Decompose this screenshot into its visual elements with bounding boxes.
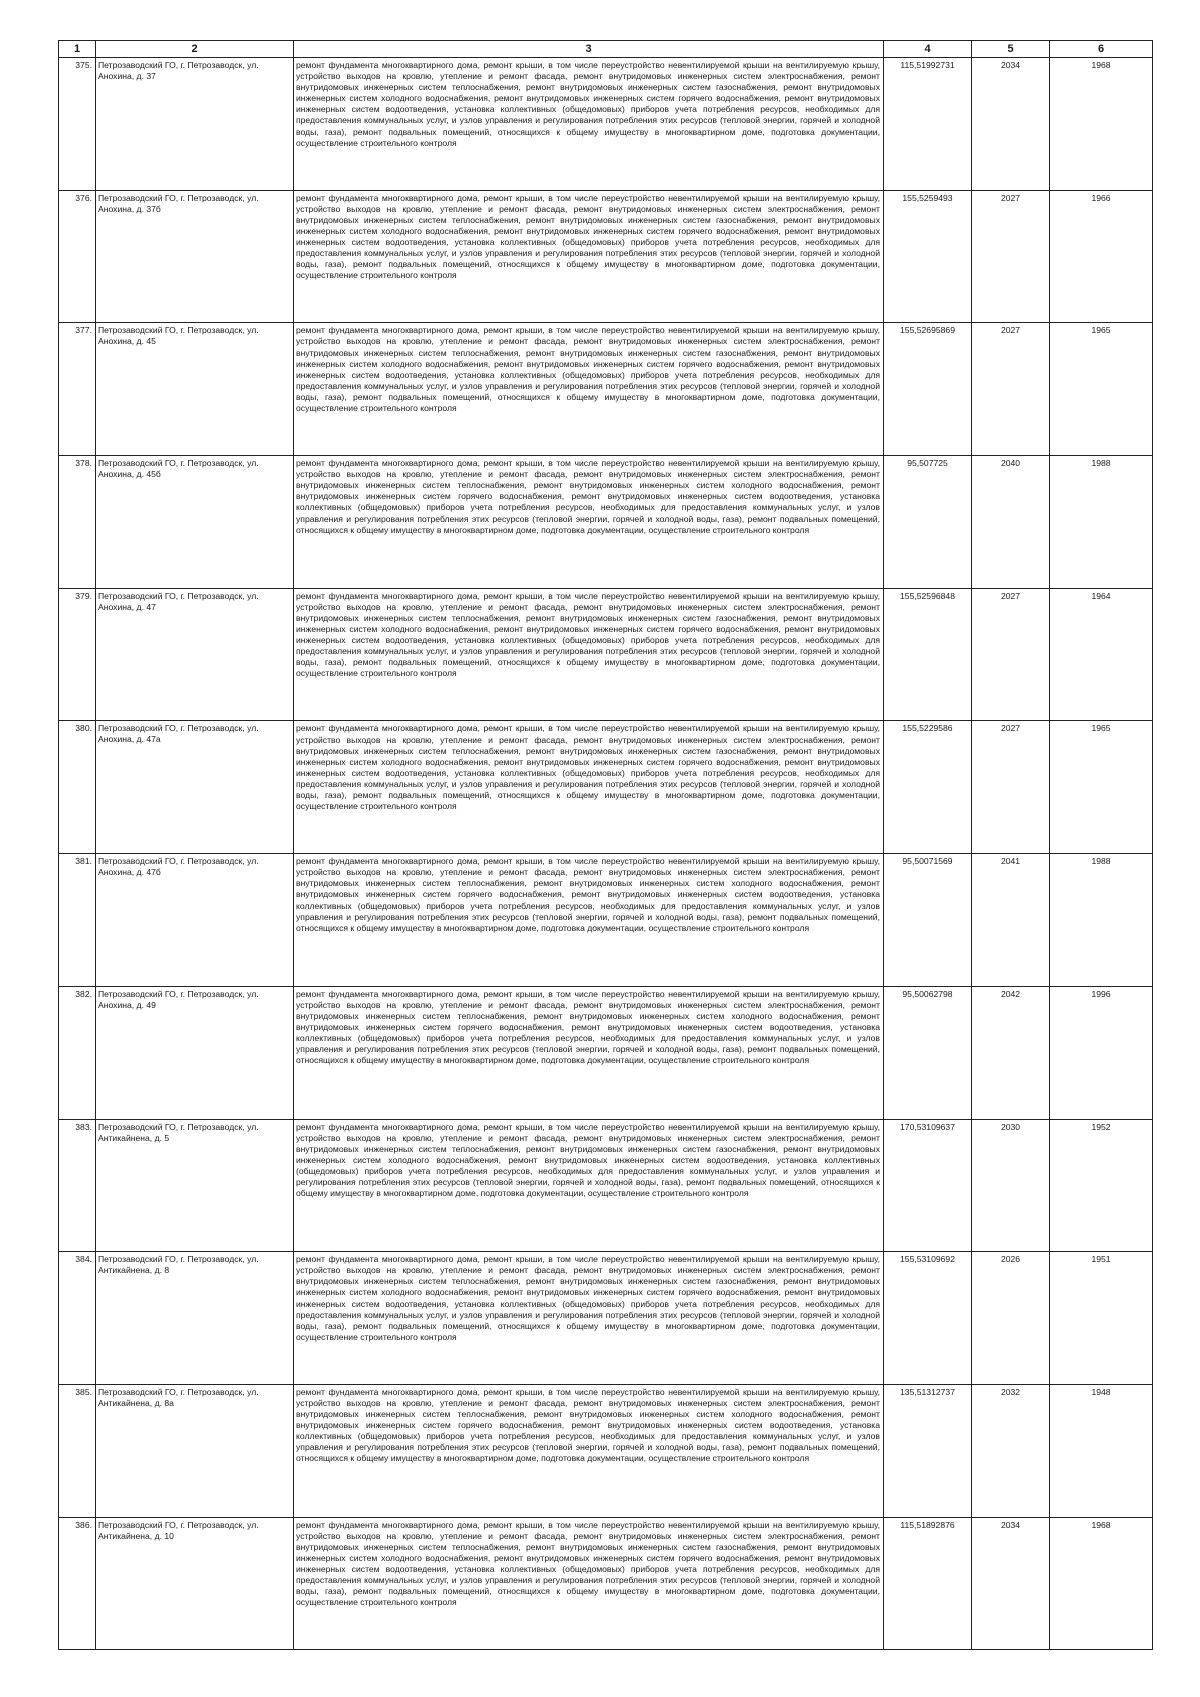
row-number: 379. bbox=[59, 588, 96, 721]
planned-year-cell: 2032 bbox=[972, 1384, 1050, 1517]
build-year-cell: 1988 bbox=[1050, 854, 1153, 987]
row-number: 377. bbox=[59, 323, 96, 456]
build-year-cell: 1968 bbox=[1050, 1517, 1153, 1650]
build-year-cell: 1965 bbox=[1050, 323, 1153, 456]
cost-cell: 115,51992731 bbox=[884, 58, 972, 191]
work-list-cell: ремонт фундамента многоквартирного дома, ремонт крыши, в том числе переустройство невентилируемой крыши на вентилируемую крышу, устройство выходов на кровлю, утепление и ремонт фасада, ремонт внутридомовых инженерных систем электроснабжения, ремонт внутридомовых инженерных систем теплоснабжения, ремонт внутридомовых инженерных систем холодного водоснабжения, ремонт внутридомовых инженерных систем горячего водоснабжения, ремонт внутридомовых инженерных систем водоотведения, установка коллективных (общедомовых) приборов учета потребления ресурсов, необходимых для предоставления коммунальных услуг, и узлов управления и регулирования потребления этих ресурсов (тепловой энергии, горячей и холодной воды, газа), ремонт подвальных помещений, относящихся к общему имуществу в многоквартирном доме, подготовка документации, осуществление строительного контроля bbox=[294, 854, 884, 987]
cost-cell: 155,5259493 bbox=[884, 190, 972, 323]
build-year-cell: 1996 bbox=[1050, 986, 1153, 1119]
address-cell: Петрозаводский ГО, г. Петрозаводск, ул. Анохина, д. 49 bbox=[96, 986, 294, 1119]
table-row bbox=[59, 1384, 1153, 1517]
row-number: 386. bbox=[59, 1517, 96, 1650]
address-cell: Петрозаводский ГО, г. Петрозаводск, ул. Анохина, д. 47 bbox=[96, 588, 294, 721]
address-cell: Петрозаводский ГО, г. Петрозаводск, ул. Антикайнена, д. 10 bbox=[96, 1517, 294, 1650]
address-cell: Петрозаводский ГО, г. Петрозаводск, ул. Анохина, д. 47а bbox=[96, 721, 294, 854]
capital-repair-table bbox=[58, 40, 1153, 1650]
address-cell: Петрозаводский ГО, г. Петрозаводск, ул. Антикайнена, д. 5 bbox=[96, 1119, 294, 1252]
cost-cell: 115,51892876 bbox=[884, 1517, 972, 1650]
table-row bbox=[59, 1252, 1153, 1385]
address-cell: Петрозаводский ГО, г. Петрозаводск, ул. Антикайнена, д. 8а bbox=[96, 1384, 294, 1517]
build-year-cell: 1968 bbox=[1050, 58, 1153, 191]
header-cell: 4 bbox=[884, 41, 972, 58]
row-number: 376. bbox=[59, 190, 96, 323]
planned-year-cell: 2026 bbox=[972, 1252, 1050, 1385]
header-row bbox=[59, 41, 1153, 58]
work-list-cell: ремонт фундамента многоквартирного дома, ремонт крыши, в том числе переустройство невентилируемой крыши на вентилируемую крышу, устройство выходов на кровлю, утепление и ремонт фасада, ремонт внутридомовых инженерных систем электроснабжения, ремонт внутридомовых инженерных систем теплоснабжения, ремонт внутридомовых инженерных систем газоснабжения, ремонт внутридомовых инженерных систем холодного водоснабжения, ремонт внутридомовых инженерных систем горячего водоснабжения, ремонт внутридомовых инженерных систем водоотведения, установка коллективных (общедомовых) приборов учета потребления ресурсов, необходимых для предоставления коммунальных услуг, и узлов управления и регулирования потребления этих ресурсов (тепловой энергии, горячей и холодной воды, газа), ремонт подвальных помещений, относящихся к общему имуществу в многоквартирном доме, подготовка документации, осуществление строительного контроля bbox=[294, 721, 884, 854]
header-cell: 2 bbox=[96, 41, 294, 58]
address-cell: Петрозаводский ГО, г. Петрозаводск, ул. Анохина, д. 37б bbox=[96, 190, 294, 323]
build-year-cell: 1948 bbox=[1050, 1384, 1153, 1517]
build-year-cell: 1966 bbox=[1050, 190, 1153, 323]
build-year-cell: 1964 bbox=[1050, 588, 1153, 721]
planned-year-cell: 2041 bbox=[972, 854, 1050, 987]
planned-year-cell: 2034 bbox=[972, 1517, 1050, 1650]
cost-cell: 95,507725 bbox=[884, 456, 972, 589]
row-number: 383. bbox=[59, 1119, 96, 1252]
row-number: 385. bbox=[59, 1384, 96, 1517]
planned-year-cell: 2034 bbox=[972, 58, 1050, 191]
build-year-cell: 1965 bbox=[1050, 721, 1153, 854]
row-number: 378. bbox=[59, 456, 96, 589]
work-list-cell: ремонт фундамента многоквартирного дома, ремонт крыши, в том числе переустройство невентилируемой крыши на вентилируемую крышу, устройство выходов на кровлю, утепление и ремонт фасада, ремонт внутридомовых инженерных систем электроснабжения, ремонт внутридомовых инженерных систем теплоснабжения, ремонт внутридомовых инженерных систем холодного водоснабжения, ремонт внутридомовых инженерных систем горячего водоснабжения, ремонт внутридомовых инженерных систем водоотведения, установка коллективных (общедомовых) приборов учета потребления ресурсов, необходимых для предоставления коммунальных услуг, и узлов управления и регулирования потребления этих ресурсов (тепловой энергии, горячей и холодной воды, газа), ремонт подвальных помещений, относящихся к общему имуществу в многоквартирном доме, подготовка документации, осуществление строительного контроля bbox=[294, 456, 884, 589]
cost-cell: 155,5229586 bbox=[884, 721, 972, 854]
header-cell: 3 bbox=[294, 41, 884, 58]
cost-cell: 95,50071569 bbox=[884, 854, 972, 987]
row-number: 384. bbox=[59, 1252, 96, 1385]
work-list-cell: ремонт фундамента многоквартирного дома, ремонт крыши, в том числе переустройство невентилируемой крыши на вентилируемую крышу, устройство выходов на кровлю, утепление и ремонт фасада, ремонт внутридомовых инженерных систем электроснабжения, ремонт внутридомовых инженерных систем теплоснабжения, ремонт внутридомовых инженерных систем газоснабжения, ремонт внутридомовых инженерных систем холодного водоснабжения, ремонт внутридомовых инженерных систем горячего водоснабжения, ремонт внутридомовых инженерных систем водоотведения, установка коллективных (общедомовых) приборов учета потребления ресурсов, необходимых для предоставления коммунальных услуг, и узлов управления и регулирования потребления этих ресурсов (тепловой энергии, горячей и холодной воды, газа), ремонт подвальных помещений, относящихся к общему имуществу в многоквартирном доме, подготовка документации, осуществление строительного контроля bbox=[294, 190, 884, 323]
header-cell: 1 bbox=[59, 41, 96, 58]
document-page bbox=[58, 40, 1152, 1650]
address-cell: Петрозаводский ГО, г. Петрозаводск, ул. Анохина, д. 45 bbox=[96, 323, 294, 456]
work-list-cell: ремонт фундамента многоквартирного дома, ремонт крыши, в том числе переустройство невентилируемой крыши на вентилируемую крышу, устройство выходов на кровлю, утепление и ремонт фасада, ремонт внутридомовых инженерных систем электроснабжения, ремонт внутридомовых инженерных систем теплоснабжения, ремонт внутридомовых инженерных систем газоснабжения, ремонт внутридомовых инженерных систем холодного водоснабжения, ремонт внутридомовых инженерных систем горячего водоснабжения, ремонт внутридомовых инженерных систем водоотведения, установка коллективных (общедомовых) приборов учета потребления ресурсов, необходимых для предоставления коммунальных услуг, и узлов управления и регулирования потребления этих ресурсов (тепловой энергии, горячей и холодной воды, газа), ремонт подвальных помещений, относящихся к общему имуществу в многоквартирном доме, подготовка документации, осуществление строительного контроля bbox=[294, 323, 884, 456]
work-list-cell: ремонт фундамента многоквартирного дома, ремонт крыши, в том числе переустройство невентилируемой крыши на вентилируемую крышу, устройство выходов на кровлю, утепление и ремонт фасада, ремонт внутридомовых инженерных систем электроснабжения, ремонт внутридомовых инженерных систем теплоснабжения, ремонт внутридомовых инженерных систем газоснабжения, ремонт внутридомовых инженерных систем холодного водоснабжения, ремонт внутридомовых инженерных систем водоотведения, установка коллективных (общедомовых) приборов учета потребления ресурсов, необходимых для предоставления коммунальных услуг, и узлов управления и регулирования потребления этих ресурсов (тепловой энергии, горячей и холодной воды, газа), ремонт подвальных помещений, относящихся к общему имуществу в многоквартирном доме, подготовка документации, осуществление строительного контроля bbox=[294, 1119, 884, 1252]
work-list-cell: ремонт фундамента многоквартирного дома, ремонт крыши, в том числе переустройство невентилируемой крыши на вентилируемую крышу, устройство выходов на кровлю, утепление и ремонт фасада, ремонт внутридомовых инженерных систем электроснабжения, ремонт внутридомовых инженерных систем теплоснабжения, ремонт внутридомовых инженерных систем газоснабжения, ремонт внутридомовых инженерных систем холодного водоснабжения, ремонт внутридомовых инженерных систем горячего водоснабжения, ремонт внутридомовых инженерных систем водоотведения, установка коллективных (общедомовых) приборов учета потребления ресурсов, необходимых для предоставления коммунальных услуг, и узлов управления и регулирования потребления этих ресурсов (тепловой энергии, горячей и холодной воды, газа), ремонт подвальных помещений, относящихся к общему имуществу в многоквартирном доме, подготовка документации, осуществление строительного контроля bbox=[294, 1252, 884, 1385]
row-number: 382. bbox=[59, 986, 96, 1119]
row-number: 381. bbox=[59, 854, 96, 987]
table-row bbox=[59, 1119, 1153, 1252]
address-cell: Петрозаводский ГО, г. Петрозаводск, ул. Анохина, д. 47б bbox=[96, 854, 294, 987]
table-row bbox=[59, 58, 1153, 191]
cost-cell: 170,53109637 bbox=[884, 1119, 972, 1252]
cost-cell: 155,52695869 bbox=[884, 323, 972, 456]
header-cell: 6 bbox=[1050, 41, 1153, 58]
cost-cell: 155,52596848 bbox=[884, 588, 972, 721]
planned-year-cell: 2027 bbox=[972, 323, 1050, 456]
planned-year-cell: 2027 bbox=[972, 721, 1050, 854]
planned-year-cell: 2040 bbox=[972, 456, 1050, 589]
work-list-cell: ремонт фундамента многоквартирного дома, ремонт крыши, в том числе переустройство невентилируемой крыши на вентилируемую крышу, устройство выходов на кровлю, утепление и ремонт фасада, ремонт внутридомовых инженерных систем электроснабжения, ремонт внутридомовых инженерных систем теплоснабжения, ремонт внутридомовых инженерных систем холодного водоснабжения, ремонт внутридомовых инженерных систем горячего водоснабжения, ремонт внутридомовых инженерных систем водоотведения, установка коллективных (общедомовых) приборов учета потребления ресурсов, необходимых для предоставления коммунальных услуг, и узлов управления и регулирования потребления этих ресурсов (тепловой энергии, горячей и холодной воды, газа), ремонт подвальных помещений, относящихся к общему имуществу в многоквартирном доме, подготовка документации, осуществление строительного контроля bbox=[294, 986, 884, 1119]
build-year-cell: 1951 bbox=[1050, 1252, 1153, 1385]
address-cell: Петрозаводский ГО, г. Петрозаводск, ул. Антикайнена, д. 8 bbox=[96, 1252, 294, 1385]
planned-year-cell: 2030 bbox=[972, 1119, 1050, 1252]
table-row bbox=[59, 190, 1153, 323]
build-year-cell: 1988 bbox=[1050, 456, 1153, 589]
work-list-cell: ремонт фундамента многоквартирного дома, ремонт крыши, в том числе переустройство невентилируемой крыши на вентилируемую крышу, устройство выходов на кровлю, утепление и ремонт фасада, ремонт внутридомовых инженерных систем электроснабжения, ремонт внутридомовых инженерных систем теплоснабжения, ремонт внутридомовых инженерных систем холодного водоснабжения, ремонт внутридомовых инженерных систем горячего водоснабжения, ремонт внутридомовых инженерных систем водоотведения, установка коллективных (общедомовых) приборов учета потребления ресурсов, необходимых для предоставления коммунальных услуг, и узлов управления и регулирования потребления этих ресурсов (тепловой энергии, горячей и холодной воды, газа), ремонт подвальных помещений, относящихся к общему имуществу в многоквартирном доме, подготовка документации, осуществление строительного контроля bbox=[294, 1384, 884, 1517]
header-cell: 5 bbox=[972, 41, 1050, 58]
table-row bbox=[59, 721, 1153, 854]
row-number: 375. bbox=[59, 58, 96, 191]
cost-cell: 135,51312737 bbox=[884, 1384, 972, 1517]
build-year-cell: 1952 bbox=[1050, 1119, 1153, 1252]
planned-year-cell: 2042 bbox=[972, 986, 1050, 1119]
work-list-cell: ремонт фундамента многоквартирного дома, ремонт крыши, в том числе переустройство невентилируемой крыши на вентилируемую крышу, устройство выходов на кровлю, утепление и ремонт фасада, ремонт внутридомовых инженерных систем электроснабжения, ремонт внутридомовых инженерных систем теплоснабжения, ремонт внутридомовых инженерных систем газоснабжения, ремонт внутридомовых инженерных систем холодного водоснабжения, ремонт внутридомовых инженерных систем горячего водоснабжения, ремонт внутридомовых инженерных систем водоотведения, установка коллективных (общедомовых) приборов учета потребления ресурсов, необходимых для предоставления коммунальных услуг, и узлов управления и регулирования потребления этих ресурсов (тепловой энергии, горячей и холодной воды, газа), ремонт подвальных помещений, относящихся к общему имуществу в многоквартирном доме, подготовка документации, осуществление строительного контроля bbox=[294, 1517, 884, 1650]
address-cell: Петрозаводский ГО, г. Петрозаводск, ул. Анохина, д. 45б bbox=[96, 456, 294, 589]
table-row bbox=[59, 456, 1153, 589]
cost-cell: 155,53109692 bbox=[884, 1252, 972, 1385]
address-cell: Петрозаводский ГО, г. Петрозаводск, ул. Анохина, д. 37 bbox=[96, 58, 294, 191]
row-number: 380. bbox=[59, 721, 96, 854]
table-row bbox=[59, 986, 1153, 1119]
table-row bbox=[59, 588, 1153, 721]
planned-year-cell: 2027 bbox=[972, 588, 1050, 721]
table-row bbox=[59, 1517, 1153, 1650]
cost-cell: 95,50062798 bbox=[884, 986, 972, 1119]
work-list-cell: ремонт фундамента многоквартирного дома, ремонт крыши, в том числе переустройство невентилируемой крыши на вентилируемую крышу, устройство выходов на кровлю, утепление и ремонт фасада, ремонт внутридомовых инженерных систем электроснабжения, ремонт внутридомовых инженерных систем теплоснабжения, ремонт внутридомовых инженерных систем газоснабжения, ремонт внутридомовых инженерных систем холодного водоснабжения, ремонт внутридомовых инженерных систем горячего водоснабжения, ремонт внутридомовых инженерных систем водоотведения, установка коллективных (общедомовых) приборов учета потребления ресурсов, необходимых для предоставления коммунальных услуг, и узлов управления и регулирования потребления этих ресурсов (тепловой энергии, горячей и холодной воды, газа), ремонт подвальных помещений, относящихся к общему имуществу в многоквартирном доме, подготовка документации, осуществление строительного контроля bbox=[294, 58, 884, 191]
table-row bbox=[59, 854, 1153, 987]
planned-year-cell: 2027 bbox=[972, 190, 1050, 323]
work-list-cell: ремонт фундамента многоквартирного дома, ремонт крыши, в том числе переустройство невентилируемой крыши на вентилируемую крышу, устройство выходов на кровлю, утепление и ремонт фасада, ремонт внутридомовых инженерных систем электроснабжения, ремонт внутридомовых инженерных систем теплоснабжения, ремонт внутридомовых инженерных систем газоснабжения, ремонт внутридомовых инженерных систем холодного водоснабжения, ремонт внутридомовых инженерных систем горячего водоснабжения, ремонт внутридомовых инженерных систем водоотведения, установка коллективных (общедомовых) приборов учета потребления ресурсов, необходимых для предоставления коммунальных услуг, и узлов управления и регулирования потребления этих ресурсов (тепловой энергии, горячей и холодной воды, газа), ремонт подвальных помещений, относящихся к общему имуществу в многоквартирном доме, подготовка документации, осуществление строительного контроля bbox=[294, 588, 884, 721]
table-row bbox=[59, 323, 1153, 456]
